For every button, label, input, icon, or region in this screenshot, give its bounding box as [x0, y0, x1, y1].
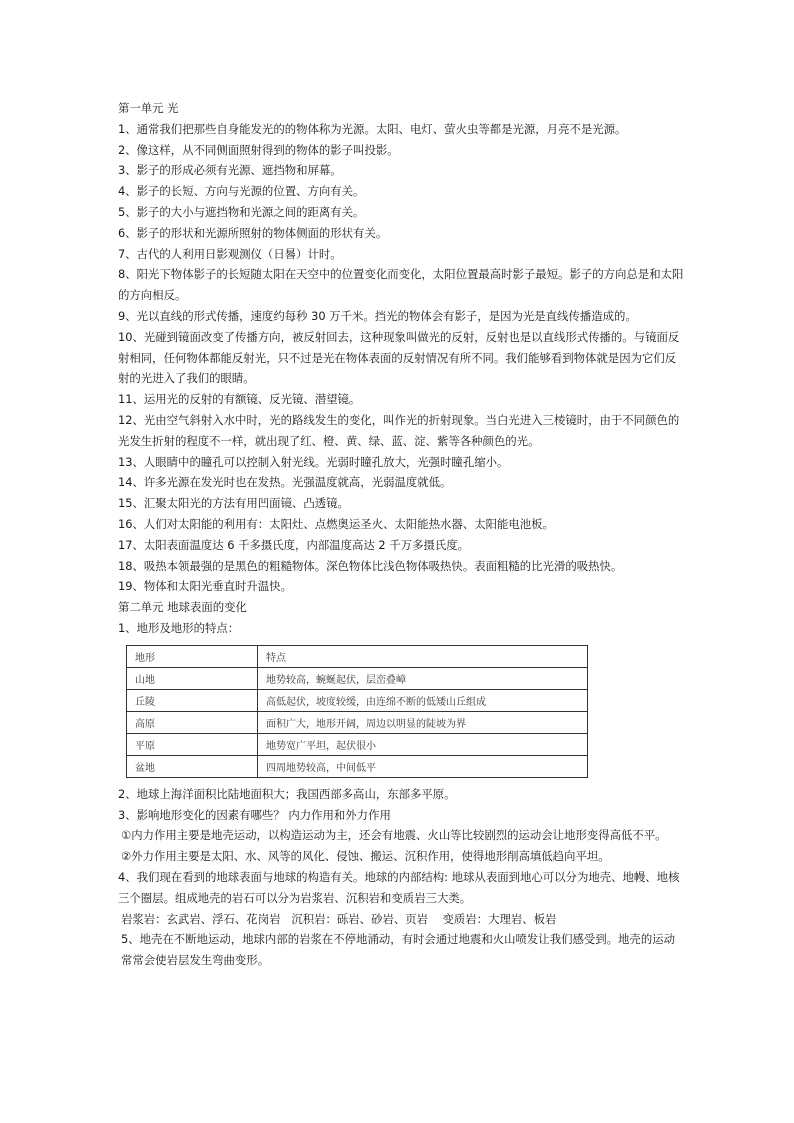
unit1-item: 10、光碰到镜面改变了传播方向，被反射回去，这种现象叫做光的反射，反射也是以直线形式传播的。与镜面反射相同，任何物体都能反射光，只不过是光在物体表面的反射情况有所不同。我们能够看到物体就是因为它们反射的光进入了我们的眼睛。: [118, 329, 680, 386]
table-cell: 平原: [127, 733, 258, 755]
unit1-title: 第一单元 光: [118, 101, 179, 115]
unit1-item: 15、汇聚太阳光的方法有用凹面镜、凸透镜。: [118, 496, 349, 511]
unit1-item: 18、吸热本领最强的是黑色的粗糙物体。深色物体比浅色物体吸热快。表面粗糙的比光滑的吸热快。: [118, 558, 623, 573]
table-row: [127, 755, 588, 777]
unit1-item: 1、通常我们把那些自身能发光的的物体称为光源。太阳、电灯、萤火虫等都是光源，月亮不是光源。: [118, 121, 627, 136]
table-cell: 高原: [127, 711, 258, 733]
unit1-item: 19、物体和太阳光垂直时升温快。: [118, 579, 292, 594]
document-page: [118, 98, 684, 971]
table-header-cell: 特点: [258, 645, 588, 667]
unit2-item: 3、影响地形变化的因素有哪些？ 内力作用和外力作用: [118, 807, 391, 822]
unit1-item: 9、光以直线的形式传播，速度约每秒 30 万千米。挡光的物体会有影子，是因为光是直线传播造成的。: [118, 308, 637, 323]
unit1-item: 3、影子的形成必须有光源、遮挡物和屏幕。: [118, 163, 342, 178]
table-cell: 山地: [127, 667, 258, 689]
unit2-subitem: ②外力作用主要是太阳、水、风等的风化、侵蚀、搬运、沉积作用，使得地形削高填低趋向平坦。: [121, 849, 610, 864]
unit2-intro: 1、地形及地形的特点：: [118, 620, 240, 635]
unit1-list: [118, 119, 684, 597]
unit1-item: 14、许多光源在发光时也在发热。光强温度就高，光弱温度就低。: [118, 475, 452, 490]
table-row: [127, 667, 588, 689]
table-cell: 盆地: [127, 755, 258, 777]
unit1-item: 16、人们对太阳能的利用有：太阳灶、点燃奥运圣火、太阳能热水器、太阳能电池板。: [118, 516, 554, 531]
table-cell: 高低起伏，坡度较缓，由连绵不断的低矮山丘组成: [258, 689, 588, 711]
table-row: [127, 711, 588, 733]
unit1-item: 17、太阳表面温度达 6 千多摄氏度，内部温度高达 2 千万多摄氏度。: [118, 537, 470, 552]
rock-types: 岩浆岩：玄武岩、浮石、花岗岩 沉积岩：砾岩、砂岩、页岩 变质岩：大理岩、板岩: [121, 911, 557, 926]
terrain-table: [126, 645, 588, 778]
table-cell: 面积广大，地形开阔，周边以明显的陡坡为界: [258, 711, 588, 733]
table-header-cell: 地形: [127, 645, 258, 667]
unit1-item: 7、古代的人利用日影观测仪（日晷）计时。: [118, 246, 342, 261]
unit2-subitem: ①内力作用主要是地壳运动，以构造运动为主，还会有地震、火山等比较剧烈的运动会让地形变得高低不平。: [121, 828, 667, 843]
table-row: [127, 689, 588, 711]
table-cell: 丘陵: [127, 689, 258, 711]
unit1-item: 2、像这样，从不同侧面照射得到的物体的影子叫投影。: [118, 142, 399, 157]
table-header-row: [127, 645, 588, 667]
table-cell: 地势宽广平坦，起伏很小: [258, 733, 588, 755]
unit1-item: 11、运用光的反射的有额镜、反光镜、潜望镜。: [118, 392, 361, 407]
unit1-item: 12、光由空气斜射入水中时，光的路线发生的变化，叫作光的折射现象。当白光进入三棱镜时，由于不同颜色的光发生折射的程度不一样，就出现了红、橙、黄、绿、蓝、淀、紫等各种颜色的光。: [118, 412, 680, 448]
table-row: [127, 733, 588, 755]
unit1-item: 8、阳光下物体影子的长短随太阳在天空中的位置变化而变化，太阳位置最高时影子最短。影子的方向总是和太阳的方向相反。: [118, 267, 684, 303]
table-cell: 地势较高，蜿蜒起伏，层峦叠嶂: [258, 667, 588, 689]
unit1-item: 13、人眼睛中的瞳孔可以控制入射光线。光弱时瞳孔放大，光强时瞳孔缩小。: [118, 454, 509, 469]
unit2-item: 2、地球上海洋面积比陆地面积大；我国西部多高山，东部多平原。: [118, 786, 456, 801]
unit1-item: 6、影子的形状和光源所照射的物体侧面的形状有关。: [118, 225, 388, 240]
unit2-title: 第二单元 地球表面的变化: [118, 600, 247, 615]
unit2-item: 4、我们现在看到的地球表面与地球的构造有关。地球的内部结构: 地球从表面到地心可以分为地壳、地幔、地核三个圈层。组成地壳的岩石可以分为岩浆岩、沉积岩和变质岩三大类。: [118, 869, 680, 905]
unit1-item: 4、影子的长短、方向与光源的位置、方向有关。: [118, 184, 365, 199]
table-cell: 四周地势较高，中间低平: [258, 755, 588, 777]
unit2-item: 5、地壳在不断地运动，地球内部的岩浆在不停地涌动，有时会通过地震和火山喷发让我们感受到。地壳的运动常常会使岩层发生弯曲变形。: [121, 932, 675, 968]
unit1-item: 5、影子的大小与遮挡物和光源之间的距离有关。: [118, 204, 365, 219]
